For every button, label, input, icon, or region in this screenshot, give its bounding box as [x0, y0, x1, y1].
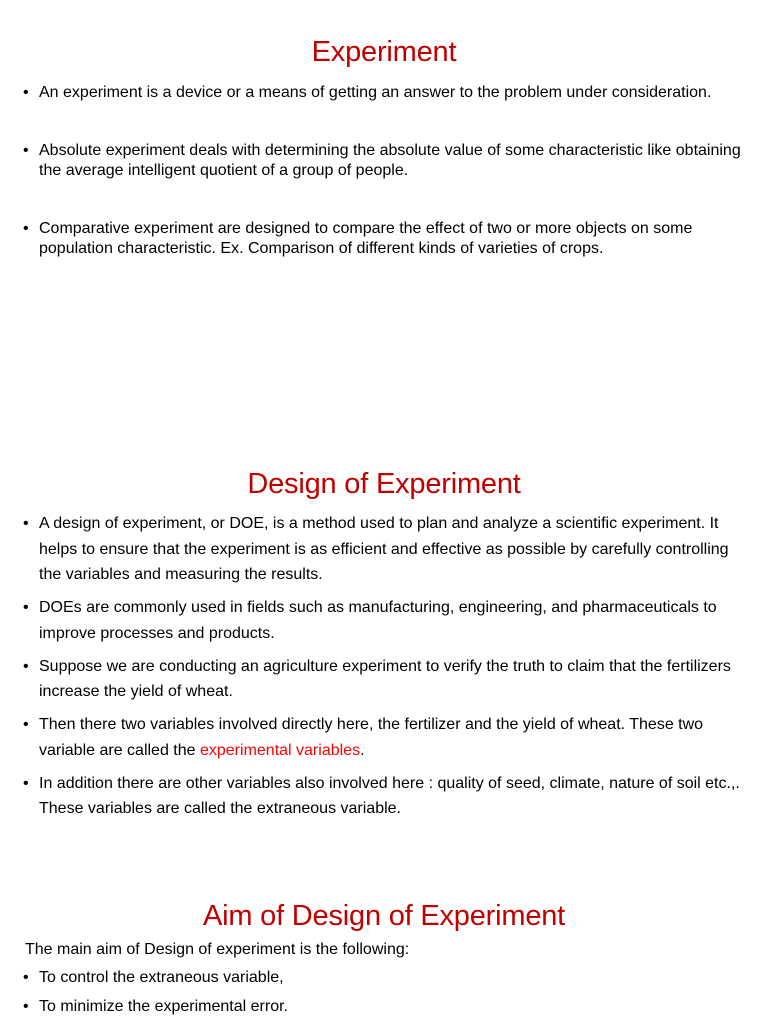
bullet-text: A design of experiment, or DOE, is a method used to plan and analyze a scientific experiment. It helps to ensure that the experiment is as efficient and effective as possible by carefully controlling the variables and measuring the results.: [39, 515, 729, 583]
bullet-item: [0, 83, 768, 103]
bullet-icon: •: [23, 142, 29, 159]
bullet-item: [0, 141, 768, 181]
bullet-icon: •: [23, 599, 29, 616]
bullet-icon: •: [23, 774, 29, 792]
bullet-text-after: .: [360, 741, 365, 759]
bullet-text: Comparative experiment are designed to compare the effect of two or more objects on some population characteristic. Ex. Comparison of different kinds of varieties of crops.: [39, 220, 693, 257]
slide-title: Experiment: [311, 36, 457, 68]
bullet-text-before: Then there two variables involved directly here, the fertilizer and the yield of wheat. These two variable are called the: [39, 716, 704, 759]
bullet-icon: •: [23, 657, 29, 675]
experimental-variables-highlight: experimental variables: [199, 741, 361, 759]
bullet-icon: •: [23, 998, 29, 1015]
bullet-text: Absolute experiment deals with determining the absolute value of some characteristic like obtaining the average intelligent quotient of a group of people.: [39, 142, 741, 179]
bullet-item: [0, 967, 768, 988]
bullet-list: [0, 967, 768, 1017]
bullet-icon: •: [23, 969, 29, 986]
bullet-icon: •: [23, 220, 29, 237]
bullet-icon: •: [23, 515, 29, 532]
bullet-text: Suppose we are conducting an agriculture experiment to verify the truth to claim that the fertilizers increase the yield of wheat.: [39, 657, 731, 700]
bullet-text: An experiment is a device or a means of getting an answer to the problem under consideration.: [39, 84, 712, 101]
bullet-item: [0, 595, 768, 646]
bullet-text: To control the extraneous variable,: [39, 969, 284, 986]
bullet-icon: •: [23, 716, 29, 733]
slide-title: Aim of Design of Experiment: [202, 900, 566, 932]
bullet-item: [0, 996, 768, 1017]
bullet-list: [0, 83, 768, 259]
intro-text: The main aim of Design of experiment is the following:: [25, 941, 410, 958]
bullet-list: [0, 511, 768, 822]
bullet-item: [0, 511, 768, 588]
bullet-item: [0, 219, 768, 259]
bullet-text: DOEs are commonly used in fields such as manufacturing, engineering, and pharmaceuticals to improve processes and products.: [39, 599, 717, 642]
bullet-text: In addition there are other variables also involved here : quality of seed, climate, nature of soil etc.,. These variables are called the extraneous variable.: [39, 774, 740, 817]
bullet-item: [0, 712, 768, 763]
slide-experiment: [0, 34, 768, 297]
slide-title: Design of Experiment: [247, 468, 521, 500]
slide-design-of-experiment: [0, 466, 768, 829]
bullet-item: [0, 654, 768, 705]
bullet-text: To minimize the experimental error.: [39, 998, 288, 1015]
bullet-icon: •: [23, 84, 29, 101]
bullet-item: [0, 771, 768, 822]
slide-aim-of-design-of-experiment: [0, 898, 768, 1025]
